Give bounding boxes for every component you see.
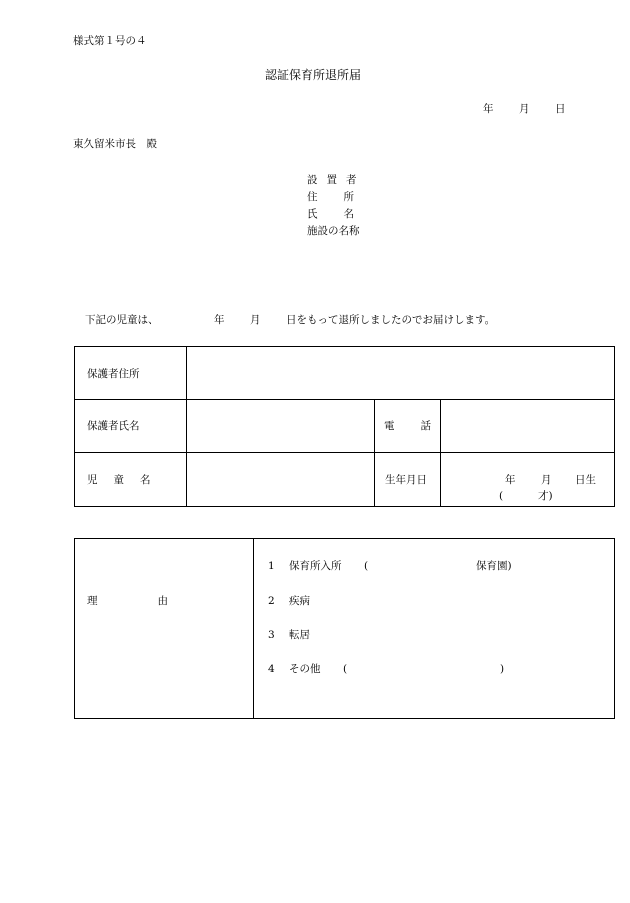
- info-col-divider-2: [374, 400, 375, 506]
- phone-label-text: 電話: [384, 420, 457, 432]
- birthdate-label: 生年月日: [385, 474, 427, 486]
- reason-item-4-close-paren: ): [500, 663, 505, 675]
- guardian-name-label: 保護者氏名: [87, 420, 140, 432]
- reason-table: [74, 538, 615, 719]
- form-number: 様式第１号の４: [73, 35, 147, 47]
- reason-item-4-number: 4: [268, 663, 275, 675]
- date-month-label: 月: [519, 103, 530, 115]
- reason-item-3-number: 3: [268, 629, 275, 641]
- child-name-label: [87, 475, 167, 486]
- applicant-label-name-text: 氏名: [307, 208, 380, 220]
- form-title: 認証保育所退所届: [265, 68, 362, 82]
- statement-year: 年: [214, 314, 225, 326]
- reason-item-1-number: 1: [268, 560, 275, 572]
- statement-suffix: 日をもって退所しましたのでお届けします。: [286, 314, 496, 326]
- birth-day-label: 日生: [575, 474, 596, 486]
- applicant-label-facility: 施設の名称: [307, 225, 360, 237]
- phone-field[interactable]: [441, 401, 615, 451]
- applicant-label-address: [307, 191, 380, 203]
- birth-year-label: 年: [505, 474, 516, 486]
- age-suffix: 才): [538, 490, 553, 502]
- reason-col-divider: [253, 539, 254, 718]
- statement-month: 月: [250, 314, 261, 326]
- info-table: [74, 346, 615, 507]
- child-name-field[interactable]: [187, 454, 373, 506]
- reason-item-2-number: 2: [268, 595, 275, 607]
- reason-item-4-open-paren: (: [343, 663, 348, 675]
- date-year-label: 年: [483, 103, 494, 115]
- reason-item-4-label[interactable]: その他: [289, 663, 321, 675]
- reason-label: [87, 595, 228, 607]
- reason-item-2-label[interactable]: 疾病: [289, 595, 310, 607]
- applicant-label-establisher-text: 設置者: [307, 174, 366, 186]
- addressee: 東久留米市長 殿: [73, 138, 157, 150]
- age-open-paren: (: [499, 490, 504, 502]
- statement-prefix: 下記の児童は、: [85, 314, 159, 326]
- applicant-label-establisher: [307, 175, 364, 186]
- birth-month-label: 月: [541, 474, 552, 486]
- child-name-label-text: 児童名: [87, 474, 167, 486]
- info-row-divider-2: [75, 452, 614, 453]
- reason-item-1-open-paren: (: [364, 560, 369, 572]
- info-row-divider-1: [75, 399, 614, 400]
- guardian-address-field[interactable]: [187, 348, 615, 398]
- reason-item-3-label[interactable]: 転居: [289, 629, 310, 641]
- reason-item-1-close: 保育園): [476, 560, 512, 572]
- phone-label: [384, 420, 457, 432]
- applicant-label-address-text: 住所: [307, 191, 380, 203]
- date-day-label: 日: [555, 103, 566, 115]
- reason-item-1-label[interactable]: 保育所入所: [289, 560, 342, 572]
- applicant-label-name: [307, 208, 380, 220]
- guardian-address-label: 保護者住所: [87, 368, 140, 380]
- guardian-name-field[interactable]: [187, 401, 373, 451]
- reason-label-text: 理由: [87, 595, 228, 607]
